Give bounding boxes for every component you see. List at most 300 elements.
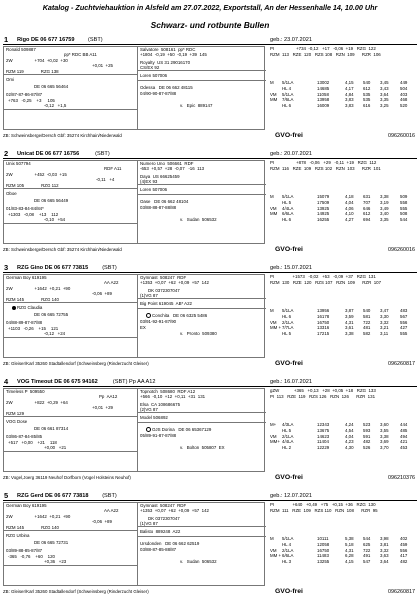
lactation-cell: 3,83 — [345, 97, 354, 103]
lactation-cell: 581 — [363, 313, 371, 319]
pedigree-text — [6, 206, 44, 212]
lactation-cell: 2/1LA — [282, 547, 294, 553]
lactation-cell: 3,45 — [380, 80, 389, 85]
breeding-values-line: PI +1573 -0,02 +53 -0,09 +37 RZG 131 — [270, 274, 376, 279]
breeder-code: 096260817 — [388, 361, 415, 367]
lactation-cell: 4,31 — [345, 319, 354, 325]
pedigree-value: -0,12 +1,5 — [44, 103, 67, 108]
pedigree-value: v. Pronto 509380 — [180, 331, 217, 336]
pedigree-value: Ronald 509887 — [6, 47, 36, 52]
lactation-cell: 2/1LA — [282, 319, 294, 325]
pedigree-row-divider — [4, 565, 137, 566]
pedigree-text — [6, 58, 68, 64]
lot-number: 2 — [4, 149, 9, 158]
pedigree-text — [140, 65, 159, 71]
pedigree-value: +517 +0,00 +21 118 — [8, 440, 57, 445]
lactation-cell: 17215 — [317, 331, 330, 337]
birth-date: geb.: 23.07.2021 — [270, 37, 312, 43]
pedigree-text — [92, 63, 113, 69]
pedigree-value: EX — [140, 325, 146, 330]
gvo-free-label: GVO-frei — [275, 246, 303, 253]
pedigree-value: Oboe — [6, 191, 17, 196]
lactation-cell: 540 — [363, 308, 371, 313]
pedigree-value: 2W +452 -0,03 +15 — [6, 172, 67, 177]
pedigree-text — [6, 286, 70, 292]
lactation-cell: 4,54 — [345, 427, 354, 433]
pedigree-text — [34, 426, 68, 432]
gvo-free-label: GVO-frei — [275, 132, 303, 139]
catalog-subheader: Schwarz- und rotbunte Bullen — [150, 20, 270, 30]
lactation-cell: M+ — [270, 422, 277, 427]
pedigree-text — [34, 198, 68, 204]
lactation-cell: 6/6LA — [282, 211, 294, 217]
pedigree-value: (1)VG 87 — [140, 521, 158, 526]
pedigree-value: Loren 507006 — [140, 187, 168, 192]
pedigree-value: DK 0372307047 — [148, 288, 180, 293]
lactation-cell: 4,15 — [345, 80, 354, 85]
pedigree-text — [92, 291, 112, 297]
pedigree-row-divider — [4, 109, 137, 110]
lactation-cell: 13316 — [317, 325, 330, 331]
lactation-cell: MM + — [270, 325, 282, 331]
pedigree-text — [140, 521, 158, 527]
pedigree-value: v. Sudan 506532 — [180, 217, 217, 222]
lactation-cell: 535 — [363, 97, 371, 103]
pedigree-text — [44, 559, 66, 565]
birth-date: geb.: 16.07.2021 — [270, 379, 312, 385]
pedigree-text — [140, 433, 176, 439]
pedigree-value: Gymnast 508247 RDF — [140, 503, 187, 508]
pedigree-value: +566 -0,10 +12 +0,11 +31 131 — [140, 394, 206, 399]
pedigree-text — [6, 548, 42, 554]
pedigree-text — [180, 331, 217, 337]
title-rule — [3, 44, 417, 45]
gvo-free-label: GVO-frei — [275, 474, 303, 481]
lactation-cell: 3,11 — [380, 331, 389, 337]
lactation-cell: 4,15 — [345, 559, 354, 565]
pedigree-text — [140, 301, 192, 307]
pedigree-value: -0,12 +24 — [44, 331, 66, 336]
pedigree-text — [6, 275, 47, 281]
lactation-cell: 544 — [400, 217, 408, 223]
lactation-cell: 3,47 — [380, 308, 389, 313]
lactation-cell: 13958 — [317, 97, 330, 103]
entry-title — [3, 264, 417, 272]
pedigree-value: DE 06 665 56449 — [34, 198, 69, 203]
pedigree-text — [140, 508, 209, 514]
lactation-cell: 3,32 — [380, 319, 389, 325]
lactation-cell: 612 — [363, 85, 371, 91]
lactation-cell: 3,98 — [380, 536, 389, 541]
lactation-cell: 3,30 — [380, 313, 389, 319]
pedigree-text — [140, 325, 146, 331]
lactation-cell: M — [270, 536, 274, 541]
pedigree-value: Ursdonden DE 06 662 62519 — [140, 541, 200, 546]
pedigree-divider — [137, 503, 138, 585]
pedigree-value: German Boy 619195 — [6, 275, 47, 280]
pedigree-text — [44, 103, 66, 109]
pedigree-text — [6, 400, 68, 406]
pedigree-divider — [137, 275, 138, 357]
pedigree-value: VOG Dose — [6, 419, 28, 424]
pedigree-text — [6, 320, 42, 326]
pedigree-value: +1303 -0,08 +13 112 — [8, 212, 59, 217]
pedigree-value: 2W +1642 +0,21 +90 — [6, 514, 71, 519]
lactation-cell: 3,35 — [380, 97, 389, 103]
breed-code: (SBT) — [95, 151, 110, 157]
lactation-cell: 694 — [363, 217, 371, 223]
breed-code: (SBT) Pp AA A12 — [112, 379, 156, 385]
lactation-cell: 14925 — [317, 211, 330, 217]
pedigree-text — [140, 166, 204, 172]
pedigree-value: DE 06 665 72731 — [34, 540, 69, 545]
pedigree-value: +763 -0,25 +3 105 — [8, 98, 55, 103]
lactation-cell: 14623 — [317, 433, 330, 439]
pedigree-value: Balisto 889248 A22 — [140, 529, 181, 534]
pedigree-value: DE 06 665 56464 — [34, 84, 69, 89]
pedigree-value: Pp AA12 — [99, 394, 118, 399]
lactation-cell: 4,30 — [345, 445, 354, 451]
pedigree-row-divider — [137, 536, 266, 537]
pedigree-divider — [137, 389, 138, 471]
lactation-cell: 3,32 — [380, 547, 389, 553]
pedigree-value: -0,06 +89 — [92, 291, 112, 296]
lactation-cell: 722 — [363, 547, 371, 553]
bull-name: Rigo DE 06 677 16759 — [17, 37, 75, 43]
lactation-cell: 7/6LA — [282, 97, 294, 103]
pedigree-value: Topnotch 508680 RDF A12 — [140, 389, 196, 394]
lactation-cell: 13002 — [317, 80, 330, 85]
pedigree-value: RZM 119 RZG 138 — [6, 69, 59, 74]
pedigree-text — [6, 389, 45, 395]
entry-title — [3, 492, 417, 500]
lactation-cell: 494 — [400, 433, 408, 439]
lactation-cell: 11058 — [317, 91, 329, 97]
lactation-cell: 3,61 — [345, 325, 354, 331]
lactation-cell: 13956 — [317, 308, 330, 313]
lactation-cell: 3,21 — [380, 325, 389, 331]
pedigree-value: RZM 145 RZG 140 — [6, 525, 59, 530]
pedigree-value: Odessa DE 06 662 48115 — [140, 85, 193, 90]
pedigree-text — [140, 179, 157, 185]
pedigree-text — [140, 91, 176, 97]
pedigree-text — [6, 419, 27, 425]
lactation-cell: 555 — [400, 331, 408, 337]
lactation-cell: 616 — [363, 103, 371, 109]
pedigree-value: RZG Claudia — [17, 305, 43, 310]
pedigree-value: 01/83-83-84-84/84* — [6, 206, 44, 211]
pedigree-text — [44, 331, 65, 337]
lactation-cell: HL 4 — [282, 541, 292, 547]
birth-date: geb.: 12.07.2021 — [270, 493, 312, 499]
breeding-values-line: RZM 130 RZE 120 RZS 107 RZN 109 RZR 107 — [270, 280, 382, 285]
lactation-cell: 722 — [363, 319, 371, 325]
pedigree-text — [140, 319, 176, 325]
bull-name: VOG Timeout DE 06 675 94162 — [17, 379, 98, 385]
lactation-cell: 459 — [400, 541, 408, 547]
pedigree-text — [6, 183, 59, 189]
lactation-cell: 555 — [400, 205, 408, 211]
lactation-cell: M — [270, 194, 274, 199]
pedigree-text — [140, 187, 167, 193]
pedigree-value: RZM 129 — [6, 411, 25, 416]
open-circle-icon — [146, 427, 151, 432]
lactation-cell: 556 — [400, 319, 408, 325]
lactation-cell: 593 — [363, 427, 371, 433]
lactation-cell: MM + — [270, 553, 282, 559]
pedigree-row-divider — [137, 194, 266, 195]
pedigree-value: AA A22 — [104, 508, 119, 513]
pedigree-text — [140, 85, 193, 91]
pedigree-value: AA A22 — [104, 280, 119, 285]
pedigree-divider — [137, 161, 138, 243]
lactation-cell: 402 — [400, 536, 408, 541]
pedigree-value: v. Epic 889147 — [180, 103, 213, 108]
pedigree-text — [34, 84, 68, 90]
entry-title — [3, 150, 417, 158]
lactation-cell: VM — [270, 91, 277, 97]
pedigree-text — [140, 52, 207, 58]
pedigree-value: 2W +1642 +0,21 +90 — [6, 286, 71, 291]
lactation-cell: 591 — [363, 433, 371, 439]
pedigree-value: -0,10 +54 — [44, 217, 66, 222]
breeding-values-line: PI +878 -0,06 +29 -0,11 +19 RZG 112 — [270, 160, 377, 165]
breeder-code: 096260016 — [388, 133, 415, 139]
pedigree-value: RZG Urbina — [6, 533, 30, 538]
pedigree-value: -0,11 +4 — [96, 177, 115, 182]
lactation-cell: 3,55 — [380, 427, 389, 433]
pedigree-value: Unix 507794 — [6, 161, 31, 166]
lactation-cell: 3,35 — [380, 217, 389, 223]
lactation-cell: 4,31 — [345, 547, 354, 553]
lactation-cell: 3,83 — [345, 103, 354, 109]
lactation-cell: 5/1LA — [282, 91, 294, 97]
pedigree-value: 02/87-87-86-87/87 — [6, 92, 43, 97]
bull-name: RZG Gerd DE 06 677 73818 — [17, 493, 89, 499]
lactation-cell: 11483 — [317, 553, 329, 559]
lactation-cell: 5/1LA — [282, 194, 294, 199]
lactation-cell: 491 — [363, 553, 371, 559]
birth-date: geb.: 20.07.2021 — [270, 151, 312, 157]
pedigree-text — [99, 394, 117, 400]
lactation-cell: VM — [270, 205, 277, 211]
pedigree-value: 2W +822 +0,29 +64 — [6, 400, 68, 405]
breeder-info: ZB: Gleiser/Karl 35260 Stadtallendorf (Schweinsberg (Rinderzucht Gleiser) — [3, 589, 149, 594]
pedigree-text — [104, 166, 122, 172]
pedigree-text — [146, 313, 207, 319]
bull-entry — [3, 150, 417, 262]
pedigree-value: +1103 -0,26 +15 121 — [8, 326, 59, 331]
pedigree-value: RZM 145 RZG 140 — [6, 297, 59, 302]
pedigree-value: Loren 507006 — [140, 73, 168, 78]
pedigree-box — [3, 274, 265, 358]
lactation-cell: 523 — [363, 422, 371, 427]
lactation-cell: 535 — [363, 91, 371, 97]
lactation-cell: 4,04 — [345, 199, 354, 205]
breed-code: (SBT) — [88, 37, 103, 43]
lactation-cell: HL 2 — [282, 445, 292, 451]
lactation-cell: 3,64 — [380, 91, 389, 97]
lactation-cell: 3,63 — [380, 553, 389, 559]
pedigree-text — [6, 514, 70, 520]
breeder-code: 096260016 — [388, 247, 415, 253]
breeder-code: 096210376 — [388, 475, 415, 481]
pedigree-text — [180, 445, 225, 451]
pedigree-text — [180, 217, 217, 223]
pedigree-text — [140, 407, 158, 413]
lactation-cell: 646 — [363, 205, 371, 211]
lactation-cell: 4,27 — [345, 217, 354, 223]
lactation-cell: 483 — [400, 308, 408, 313]
pedigree-value: +0,01 +29 — [92, 405, 113, 410]
breeder-info: ZB: Schweinsberge/Dersch Gbf: 35274 Kirchhain/Niederwald — [3, 247, 122, 252]
pedigree-value: DK 0372307047 — [148, 516, 180, 521]
pedigree-text — [64, 52, 97, 58]
pedigree-text — [6, 77, 14, 83]
lactation-cell: 558 — [400, 199, 408, 205]
catalog-header: Katalog - Zuchtviehauktion in Alsfeld am 27.07.2022, Exportstall, An der Hessenhalle 14, 10.00 Uhr — [42, 3, 378, 12]
pedigree-text — [6, 92, 42, 98]
lactation-cell: 540 — [363, 80, 371, 85]
lactation-cell: 5/1LA — [282, 536, 294, 541]
lactation-cell: 567 — [400, 313, 408, 319]
pedigree-value: +0,36 +23 — [44, 559, 67, 564]
pedigree-value: Timeless P 509550 — [6, 389, 45, 394]
pedigree-value: Oase DE 06 662 48104 — [140, 199, 189, 204]
lactation-cell: 3,69 — [380, 439, 389, 445]
lactation-cell: 417 — [400, 553, 408, 559]
pedigree-value: 2W +704 +0,02 +30 — [6, 58, 68, 63]
lactation-cell: 16750 — [317, 547, 330, 553]
pedigree-value: +1804 -0,19 +50 -0,19 +39 145 — [140, 52, 207, 57]
lactation-cell: 3,70 — [380, 445, 389, 451]
pedigree-text — [6, 411, 24, 417]
pedigree-value: v. Bolton 505807 EX — [180, 445, 225, 450]
bull-entry — [3, 264, 417, 376]
lactation-cell: 707 — [363, 199, 371, 205]
pedigree-text — [140, 73, 167, 79]
lactation-cell: 16009 — [317, 103, 330, 109]
lactation-cell: 3,49 — [380, 205, 389, 211]
pedigree-value: +0,00 +21 — [44, 445, 67, 450]
lactation-cell: 4,04 — [345, 433, 354, 439]
lactation-cell: 3,59 — [345, 313, 354, 319]
lactation-cell: 520 — [400, 103, 408, 109]
lactation-cell: 3,38 — [380, 194, 389, 199]
pedigree-text — [6, 434, 42, 440]
pedigree-value: Salvatore 508161 pp* RDC — [140, 47, 196, 52]
pedigree-value: Omi — [6, 77, 15, 82]
pedigree-text — [34, 312, 68, 318]
breed-code: (SBT) — [102, 265, 117, 271]
lactation-cell: 12343 — [317, 422, 330, 427]
pedigree-text — [34, 540, 68, 546]
pedigree-text — [140, 205, 176, 211]
lactation-cell: 13675 — [317, 427, 330, 433]
title-rule — [3, 272, 417, 273]
pedigree-value: 03/91-92-91-87/90 — [140, 319, 177, 324]
pedigree-box — [3, 46, 265, 130]
pedigree-value: CS/EX 92 — [140, 65, 160, 70]
pedigree-row-divider — [137, 308, 266, 309]
lactation-cell: 10111 — [317, 536, 329, 541]
birth-date: geb.: 15.07.2021 — [270, 265, 312, 271]
pedigree-box — [3, 502, 265, 586]
pedigree-value: +1353 +0,07 +62 +0,09 +57 142 — [140, 280, 209, 285]
lactation-cell: 3,38 — [380, 433, 389, 439]
lactation-cell: 453 — [400, 445, 408, 451]
lactation-cell: 3,40 — [380, 211, 389, 217]
pedigree-text — [6, 525, 59, 531]
lactation-cell: 631 — [363, 194, 371, 199]
breeder-code: 096260817 — [388, 589, 415, 595]
pedigree-value: RDF A11 — [104, 166, 122, 171]
pedigree-value: +0,01 +25 — [92, 63, 113, 68]
bull-entry — [3, 378, 417, 490]
pedigree-row-divider — [137, 80, 266, 81]
pedigree-text — [140, 199, 188, 205]
lactation-cell: 482 — [363, 439, 371, 445]
lactation-cell: 16750 — [317, 319, 330, 325]
pedigree-text — [104, 508, 118, 514]
lactation-cell: 7/7LA — [282, 325, 294, 331]
pedigree-text — [140, 280, 209, 286]
pedigree-text — [6, 297, 59, 303]
pedigree-row-divider — [137, 422, 266, 423]
open-circle-icon — [146, 313, 151, 318]
pedigree-text — [6, 69, 59, 75]
lactation-cell: 526 — [363, 445, 371, 451]
lactation-cell: 3,43 — [380, 85, 389, 91]
pedigree-value: Numero Uno 506661 RDF — [140, 161, 194, 166]
breed-code: (SBT) — [102, 493, 117, 499]
lactation-cell: 3,19 — [380, 199, 389, 205]
lactation-cell: 5,18 — [345, 541, 354, 547]
lactation-cell: 509 — [400, 194, 408, 199]
lactation-cell: M — [270, 308, 274, 313]
pedigree-text — [140, 415, 168, 421]
lactation-cell: 427 — [400, 325, 408, 331]
lactation-cell: HL 6 — [282, 313, 292, 319]
pedigree-value: Conchita DE 06 6325 5486 — [152, 313, 208, 318]
lactation-cell: 4,06 — [345, 205, 354, 211]
pedigree-text — [140, 529, 180, 535]
lactation-cell: 4/3LA — [282, 422, 294, 427]
pedigree-text — [140, 541, 199, 547]
pedigree-text — [96, 177, 114, 183]
pedigree-value: 03/89-88-85-87/87 — [6, 548, 43, 553]
lactation-cell: M — [270, 80, 274, 85]
lactation-cell: 612 — [363, 211, 371, 217]
pedigree-value: DE 06 665 72755 — [34, 312, 69, 317]
lactation-cell: 16178 — [317, 313, 330, 319]
lactation-cell: 14685 — [317, 85, 330, 91]
pedigree-value: +1353 +0,07 +62 +0,09 +57 142 — [140, 508, 209, 513]
pedigree-value: -365 -0,76 +60 120 — [8, 554, 55, 559]
gvo-free-label: GVO-frei — [275, 360, 303, 367]
lactation-cell: VM — [270, 547, 277, 553]
pedigree-text — [104, 280, 118, 286]
pedigree-text — [180, 103, 212, 109]
pedigree-text — [6, 191, 17, 197]
bull-entry — [3, 492, 417, 604]
pedigree-value: DE 06 661 87314 — [34, 426, 69, 431]
lactation-cell: 12229 — [317, 445, 330, 451]
pedigree-text — [92, 519, 112, 525]
lactation-cell: HL 5 — [282, 427, 292, 433]
pedigree-text — [44, 217, 65, 223]
lactation-cell: 12058 — [317, 541, 330, 547]
